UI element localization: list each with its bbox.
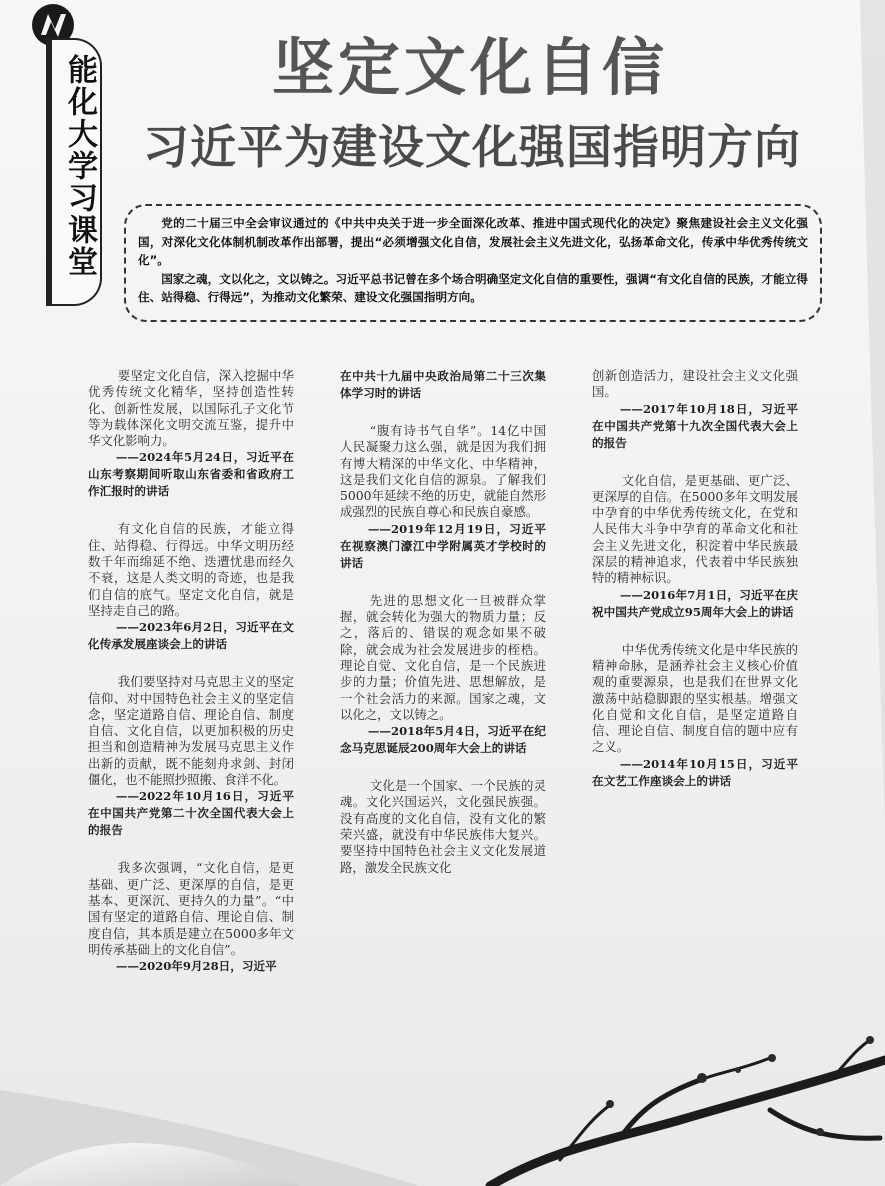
quote-source: ——2022年10月16日，习近平在中国共产党第二十次全国代表大会上的报告 — [88, 789, 294, 838]
intro-box — [124, 204, 822, 322]
quote-text-continued: 创新创造活力，建设社会主义文化强国。 — [592, 368, 798, 400]
side-tab-label: 能化大学习课堂 — [62, 54, 97, 278]
quote-text: 先进的思想文化一旦被群众掌握，就会转化为强大的物质力量；反之，落后的、错误的观念如果不破除，就会成为社会发展进步的桎梏。理论自觉、文化自信，是一个民族进步的力量；价值先进、思想解放，是一个社会活力的来源。国家之魂，文以化之，文以铸之。 — [340, 592, 546, 722]
quote-text: 文化是一个国家、一个民族的灵魂。文化兴国运兴，文化强民族强。没有高度的文化自信，没有文化的繁荣兴盛，就没有中华民族伟大复兴。要坚持中国特色社会主义文化发展道路，激发全民族文化 — [340, 778, 546, 875]
quote-source: ——2014年10月15日，习近平在文艺工作座谈会上的讲话 — [592, 756, 798, 788]
quote-source: ——2018年5月4日，习近平在纪念马克思诞辰200周年大会上的讲话 — [340, 724, 546, 756]
column-2 — [340, 368, 546, 876]
quote-source: ——2016年7月1日，习近平在庆祝中国共产党成立95周年大会上的讲话 — [592, 587, 798, 619]
intro-paragraph-2: 国家之魂，文以化之，文以铸之。习近平总书记曾在多个场合明确坚定文化自信的重要性，强调“有文化自信的民族，才能立得住、站得稳、行得远”，为推动文化繁荣、建设文化强国指明方向。 — [138, 271, 808, 304]
plum-branch-illustration — [470, 1020, 885, 1186]
headline-sub: 习近平为建设文化强国指明方向 — [143, 120, 801, 174]
column-3 — [592, 368, 798, 811]
quote-source: ——2020年9月28日，习近平 — [115, 959, 277, 974]
quote-source: ——2024年5月24日，习近平在山东考察期间听取山东省委和省政府工作汇报时的讲话 — [88, 450, 294, 499]
intro-paragraph-1: 党的二十届三中全会审议通过的《中共中央关于进一步全面深化改革、推进中国式现代化的决定》聚焦建设社会主义文化强国，对深化文化体制机制改革作出部署，提出“必须增强文化自信，发展社会主义先进文化，弘扬革命文化，传承中华优秀传统文化”。 — [138, 216, 808, 267]
quote-text: 有文化自信的民族，才能立得住、站得稳、行得远。中华文明历经数千年而绵延不绝、迭遭忧患而经久不衰，这是人类文明的奇迹，也是我们自信的底气。坚定文化自信，就是坚持走自己的路。 — [88, 521, 294, 618]
quote-source: ——2017年10月18日，习近平在中国共产党第十九次全国代表大会上的报告 — [592, 401, 798, 450]
quote-source: ——2023年6月2日，习近平在文化传承发展座谈会上的讲话 — [88, 620, 294, 652]
column-1 — [88, 368, 294, 996]
quote-text: 要坚定文化自信，深入挖掘中华优秀传统文化精华，坚持创造性转化、创新性发展，以国际孔子文化节等为载体深化文明交流互鉴，提升中华文化影响力。 — [88, 368, 294, 449]
headline-main: 坚定文化自信 — [271, 31, 668, 104]
quote-source: ——2019年12月19日，习近平在视察澳门濠江中学附属英才学校时的讲话 — [340, 521, 546, 570]
quote-source-continued: 在中共十九届中央政治局第二十三次集体学习时的讲话 — [340, 369, 546, 400]
side-tab — [46, 38, 102, 306]
quote-text: 我们要坚持对马克思主义的坚定信仰、对中国特色社会主义的坚定信念，坚定道路自信、理论自信、制度自信、文化自信，以更加积极的历史担当和创造精神为发展马克思主义作出新的贡献，既不能刻舟求剑、封闭僵化，也不能照抄照搬、食洋不化。 — [88, 674, 294, 788]
quote-text: 中华优秀传统文化是中华民族的精神命脉，是涵养社会主义核心价值观的重要源泉，也是我们在世界文化激荡中站稳脚跟的坚实根基。增强文化自觉和文化自信，是坚定道路自信、理论自信、制度自信的题中应有之义。 — [592, 641, 798, 755]
quote-text: “腹有诗书气自华”。14亿中国人民凝聚力这么强，就是因为我们拥有博大精深的中华文化、中华精神，这是我们文化自信的源泉。了解我们5000年延续不绝的历史，就能自然形成强烈的民族自尊心和民族自豪感。 — [340, 423, 546, 520]
quote-text: 文化自信，是更基础、更广泛、更深厚的自信。在5000多年文明发展中孕育的中华优秀传统文化，在党和人民伟大斗争中孕育的革命文化和社会主义先进文化，积淀着中华民族最深层的精神追求，代表着中华民族独特的精神标识。 — [592, 472, 798, 586]
quote-text: 我多次强调，“文化自信，是更基础、更广泛、更深厚的自信，是更基本、更深沉、更持久的力量”。“中国有坚定的道路自信、理论自信、制度自信，其本质是建立在5000多年文明传承基础上的文化自信”。 — [88, 860, 294, 957]
